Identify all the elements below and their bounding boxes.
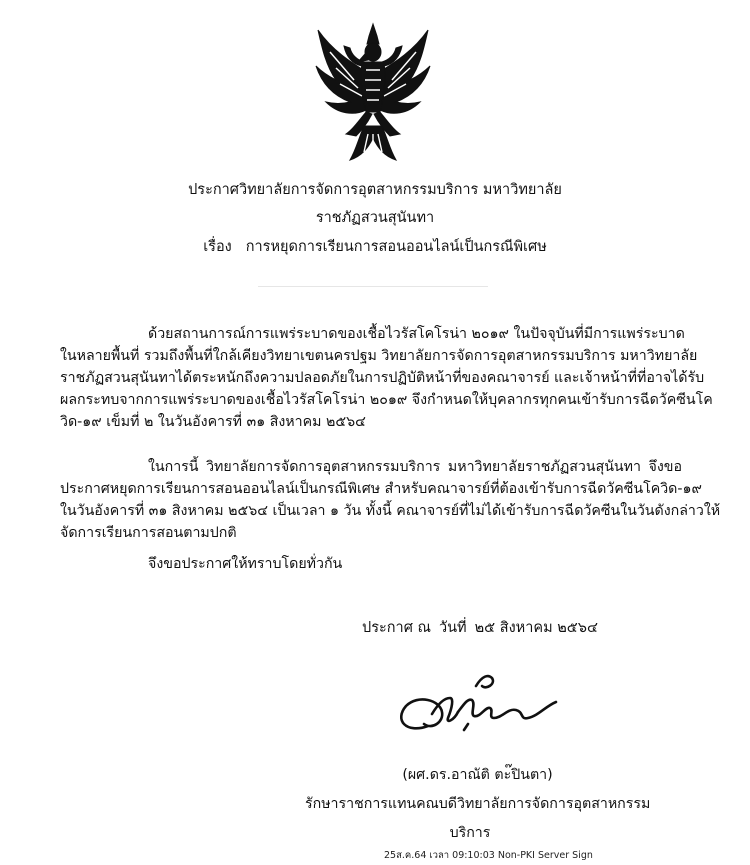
paragraph-line: ในวันอังคารที่ ๓๑ สิงหาคม ๒๕๖๔ เป็นเวลา ๑ วัน ทั้งนี้ คณาจารย์ที่ไม่ได้เข้ารับการฉีดวัคซีนในวันดังกล่าวให้ xyxy=(60,503,721,519)
signer-position-line2: บริการ xyxy=(449,825,491,841)
announcement-date xyxy=(362,616,606,639)
paragraph-line: ในหลายพื้นที่ รวมถึงพื้นที่ใกล้เคียงวิทยาเขตนครปฐม วิทยาลัยการจัดการอุตสาหกรรมบริการ มหาวิทยาลัย xyxy=(60,348,698,364)
announced-at-label: ประกาศ ณ xyxy=(362,620,431,636)
paragraph-line: จึงขอประกาศให้ทราบโดยทั่วกัน xyxy=(148,556,343,572)
garuda-emblem xyxy=(310,22,436,164)
handwritten-signature xyxy=(388,668,568,748)
server-sign-stamp: 25ส.ค.64 เวลา 09:10:03 Non-PKI Server Sign xyxy=(384,850,593,861)
paragraph-line: ด้วยสถานการณ์การแพร่ระบาดของเชื้อไวรัสโคโรน่า ๒๐๑๙ ในปัจจุบันที่มีการแพร่ระบาด xyxy=(148,326,685,342)
announcement-org-line1: ประกาศวิทยาลัยการจัดการอุตสาหกรรมบริการ มหาวิทยาลัย xyxy=(188,182,562,198)
signer-position-line1: รักษาราชการแทนคณบดีวิทยาลัยการจัดการอุตสาหกรรม xyxy=(305,796,651,812)
paragraph-line: ราชภัฏสวนสุนันทาได้ตระหนักถึงความปลอดภัยในการปฏิบัติหน้าที่ของคณาจารย์ และเจ้าหน้าที่ที่อาจได้รับ xyxy=(60,370,705,386)
divider xyxy=(258,286,488,287)
date-value: ๒๕ สิงหาคม ๒๕๖๔ xyxy=(474,620,598,636)
paragraph-line: ประกาศหยุดการเรียนการสอนออนไลน์เป็นกรณีพิเศษ สำหรับคณาจารย์ที่ต้องเข้ารับการฉีดวัคซีนโควิด-๑๙ xyxy=(60,481,702,497)
paragraph-2 xyxy=(60,456,721,544)
announcement-subject xyxy=(0,237,750,257)
date-day-label: วันที่ xyxy=(438,620,467,636)
paragraph-3 xyxy=(60,553,682,575)
paragraph-line: ในการนี้ วิทยาลัยการจัดการอุตสาหกรรมบริการ มหาวิทยาลัยราชภัฏสวนสุนันทา จึงขอ xyxy=(148,459,682,475)
paragraph-line: จัดการเรียนการสอนตามปกติ xyxy=(60,525,237,541)
signer-name: (ผศ.ดร.อาณัติ ตะ๊ปินตา) xyxy=(402,767,553,783)
paragraph-1 xyxy=(60,323,713,433)
subject-text: การหยุดการเรียนการสอนออนไลน์เป็นกรณีพิเศษ xyxy=(245,239,547,255)
subject-label: เรื่อง xyxy=(203,239,232,255)
paragraph-line: วิด-๑๙ เข็มที่ ๒ ในวันอังคารที่ ๓๑ สิงหาคม ๒๕๖๔ xyxy=(60,414,366,430)
paragraph-line: ผลกระทบจากการแพร่ระบาดของเชื้อไวรัสโคโรน่า ๒๐๑๙ จึงกำหนดให้บุคลากรทุกคนเข้ารับการฉีดวัคซีนโค xyxy=(60,392,713,408)
announcement-org-line2: ราชภัฏสวนสุนันทา xyxy=(315,210,435,226)
